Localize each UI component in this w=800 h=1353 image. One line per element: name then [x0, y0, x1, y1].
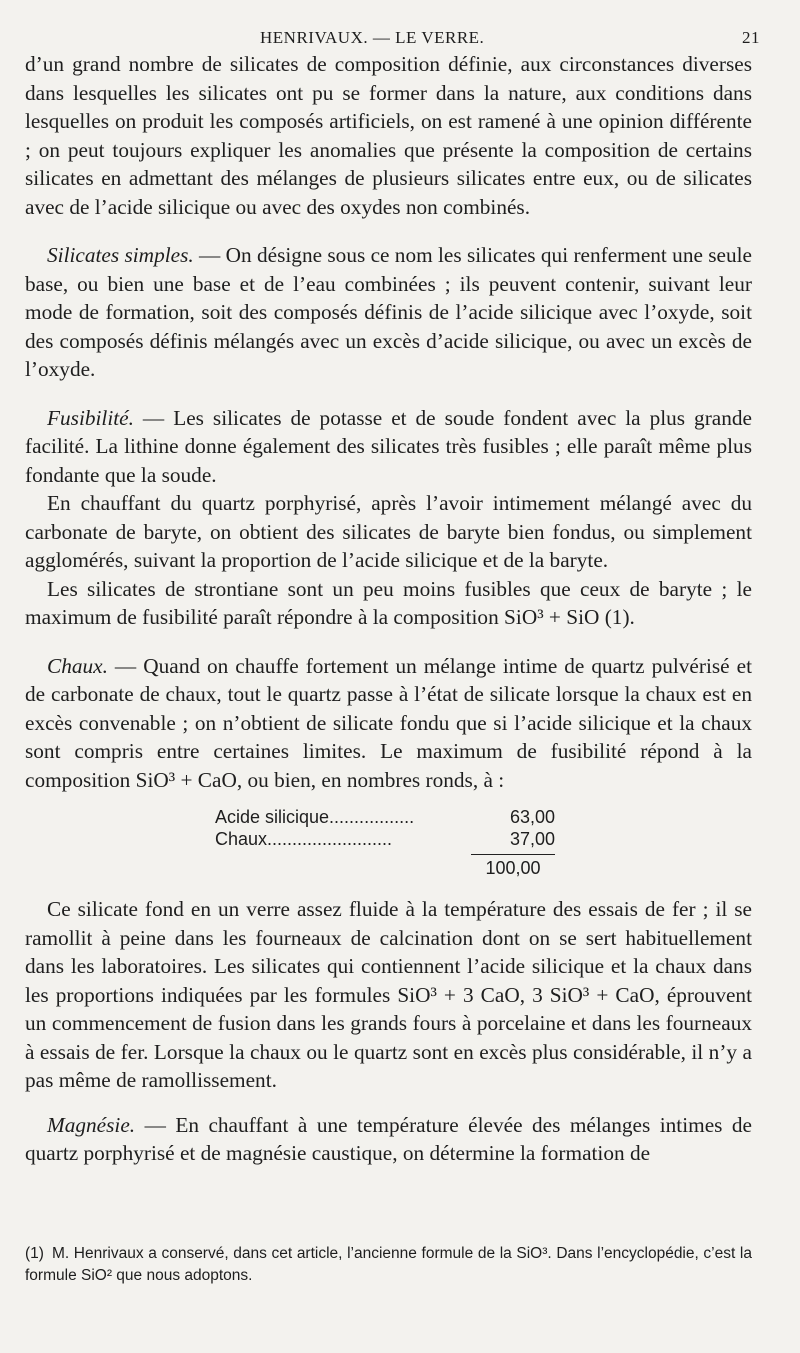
table-row — [215, 828, 555, 850]
table-row-label: Chaux......................... — [215, 829, 393, 849]
section-lead-chaux: Chaux. — [47, 653, 108, 678]
paragraph-text: — Les silicates de potasse et de soude fondent avec la plus grande facilité. La lithine donne également des silicates très fusibles ; elle paraît même plus fondante que la soude. — [25, 405, 752, 487]
paragraph-text: — On désigne sous ce nom les silicates qui renferment une seule base, ou bien une base et de l’eau combinées ; ils peuvent contenir, suivant leur mode de formation, soit des composés définis de l’acide silicique avec l’oxyde, soit des composés définis mélangés avec un excès d’acide silicique, ou avec un excès de l’oxyde. — [25, 243, 753, 381]
paragraph-text: — En chauffant à une température élevée des mélanges intimes de quartz porphyrisé et de magnésie caustique, on détermine la formation de — [25, 1112, 752, 1165]
section-lead-silicates-simples: Silicates simples. — [47, 243, 194, 267]
paragraph-text: — Quand on chauffe fortement un mélange intime de quartz pulvérisé et de carbonate de chaux, tout le quartz passe à l’état de silicate lorsque la chaux est en excès convenable ; on n’obtient de silicate fondu que si l’acide silicique et la chaux sont compris entre certaines limites. Le maximum de fusibilité répond à la composition SiO³ + CaO, ou bien, en nombres ronds, à : — [25, 653, 752, 792]
table-total: 100,00 — [471, 854, 555, 879]
footnote-text: M. Henrivaux a conservé, dans cet article, l’ancienne formule de la SiO³. Dans l’encyclopédie, c’est la formule SiO² que nous adoptons. — [25, 1245, 752, 1284]
running-title: HENRIVAUX. — LE VERRE. — [260, 28, 485, 47]
paragraph-intro: d’un grand nombre de silicates de composition définie, aux circonstances diverses dans lesquelles les silicates ont pu se former dans la nature, aux conditions dans lesquelles on produit les composés artificiels, on est ramené à une opinion différente ; on peut toujours expliquer les anomalies que présente la composition de certains silicates en admettant des mélanges de plusieurs silicates entre eux, ou de silicates avec de l’acide silicique ou avec des oxydes non combinés. — [25, 52, 752, 219]
table-row — [215, 806, 555, 828]
section-lead-magnesie: Magnésie. — [47, 1112, 136, 1137]
running-header — [25, 24, 760, 50]
paragraph-strontiane: Les silicates de strontiane sont un peu moins fusibles que ceux de baryte ; le maximum de fusibilité paraît répondre à la composition SiO³ + SiO (1). — [25, 576, 752, 629]
paragraph-silicates-simples — [25, 241, 752, 384]
page-number: 21 — [742, 28, 760, 47]
table-row-label: Acide silicique................. — [215, 807, 415, 827]
paragraph-magnesie — [25, 1111, 752, 1168]
paragraph-baryte: En chauffant du quartz porphyrisé, après l’avoir intimement mélangé avec du carbonate de baryte, on obtient des silicates de baryte bien fondus, ou simplement agglomérés, suivant la proportion de l’acide silicique et de la baryte. — [25, 491, 752, 572]
footnote-mark: (1) — [25, 1245, 44, 1262]
paragraph-silicate-fusion: Ce silicate fond en un verre assez fluide à la température des essais de fer ; il se ramollit à peine dans les fourneaux de calcination dont on se sert habituellement dans les laboratoires. Les silicates qui contiennent l’acide silicique et la chaux dans les proportions indiquées par les formules SiO³ + 3 CaO, 3 SiO³ + CaO, éprouvent un commencement de fusion dans les grands fours à porcelaine et dans les fourneaux à essais de fer. Lorsque la chaux ou le quartz sont en excès plus considérable, il n’y a pas même de ramollissement. — [25, 897, 752, 1092]
footnote — [25, 1243, 752, 1287]
composition-table — [215, 806, 555, 879]
table-total-row — [215, 854, 555, 879]
table-row-value: 63,00 — [509, 807, 555, 827]
section-lead-fusibilite: Fusibilité. — [47, 405, 134, 430]
table-row-value: 37,00 — [509, 829, 555, 849]
paragraph-chaux — [25, 652, 752, 795]
paragraph-fusibilite — [25, 404, 752, 490]
